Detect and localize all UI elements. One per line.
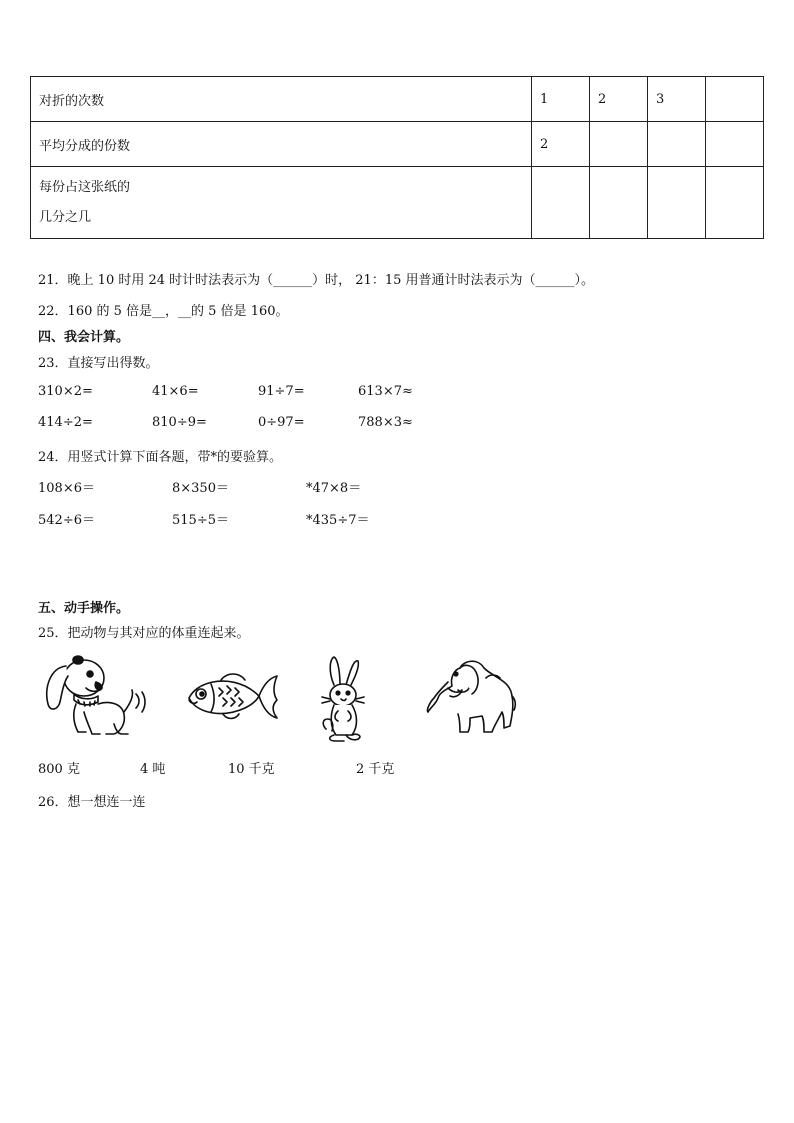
row-label-fraction [31, 167, 532, 239]
row-label-parts: 平均分成的份数 [31, 122, 532, 167]
question-23-title: 23．直接写出得数。 [38, 356, 159, 371]
elephant-icon [424, 656, 518, 742]
calc-item: 41×6= [152, 384, 199, 399]
table-cell: 2 [532, 122, 590, 167]
question-26: 26．想一想连一连 [38, 795, 146, 810]
table-cell [648, 167, 706, 239]
table-row [31, 77, 764, 122]
calc-item: 515÷5＝ [172, 513, 229, 528]
calc-item: 108×6＝ [38, 481, 95, 496]
table-cell: 1 [532, 77, 590, 122]
weight-label: 10 千克 [228, 762, 275, 777]
table-cell [706, 122, 764, 167]
weight-label: 4 吨 [140, 762, 166, 777]
question-24-title: 24．用竖式计算下面各题，带*的要验算。 [38, 450, 283, 465]
calc-item: 613×7≈ [358, 384, 413, 399]
calc-item: 542÷6＝ [38, 513, 95, 528]
question-21: 21．晚上 10 时用 24 时计时法表示为（______）时， 21：15 用普通计时法表示为（______）。 [38, 273, 595, 288]
row-label-line: 每份占这张纸的 [39, 179, 131, 195]
calc-item: 310×2= [38, 384, 93, 399]
calc-item: 788×3≈ [358, 415, 413, 430]
table-cell [590, 167, 648, 239]
folding-table [30, 76, 764, 239]
rabbit-icon [316, 655, 372, 747]
table-row [31, 167, 764, 239]
row-label-line: 几分之几 [39, 209, 92, 225]
fish-icon [183, 668, 281, 726]
question-22: 22．160 的 5 倍是__，__的 5 倍是 160。 [38, 304, 289, 319]
table-cell [706, 167, 764, 239]
section-heading: 四、我会计算。 [38, 330, 130, 345]
calc-item: 810÷9= [152, 415, 207, 430]
table-row [31, 122, 764, 167]
calc-item: *435÷7＝ [306, 513, 370, 528]
question-25-title: 25．把动物与其对应的体重连起来。 [38, 626, 250, 641]
dog-icon [40, 654, 150, 746]
table-cell [590, 122, 648, 167]
calc-item: 0÷97= [258, 415, 305, 430]
table-cell: 3 [648, 77, 706, 122]
calc-item: 414÷2= [38, 415, 93, 430]
table-cell [532, 167, 590, 239]
table-cell [706, 77, 764, 122]
section-heading: 五、动手操作。 [38, 601, 130, 616]
row-label-fold-count: 对折的次数 [31, 77, 532, 122]
table-cell: 2 [590, 77, 648, 122]
table-cell [648, 122, 706, 167]
weight-label: 800 克 [38, 762, 80, 777]
weight-label: 2 千克 [356, 762, 395, 777]
calc-item: 91÷7= [258, 384, 305, 399]
calc-item: *47×8＝ [306, 481, 362, 496]
calc-item: 8×350＝ [172, 481, 229, 496]
